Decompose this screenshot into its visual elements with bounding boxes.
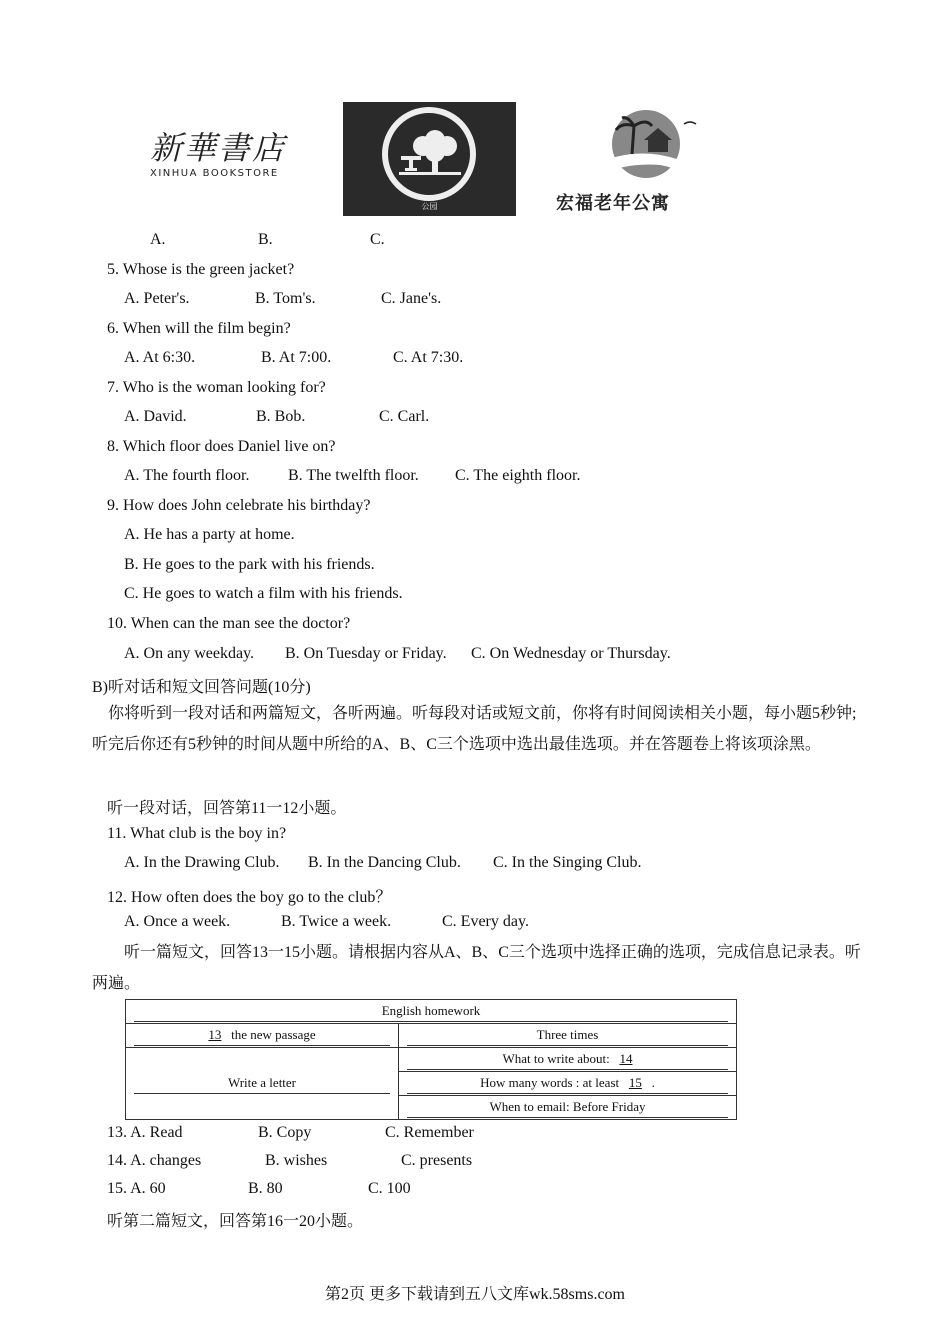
blank-13: 13 — [208, 1027, 222, 1042]
q12-option-b: B. Twice a week. — [281, 913, 392, 930]
park-logo-label: 公园 — [421, 202, 438, 211]
q11-option-c: C. In the Singing Club. — [493, 854, 642, 871]
passage2-intro: 听第二篇短文，回答第16一20小题。 — [107, 1213, 364, 1230]
row1-right-text: Three times — [407, 1025, 728, 1046]
question-11: 11. What club is the boy in? — [107, 825, 287, 842]
hongfu-logo-text: 宏福老年公寓 — [556, 193, 670, 214]
q15-option-c: C. 100 — [368, 1180, 411, 1197]
q10-option-a: A. On any weekday. — [124, 645, 255, 662]
q15-option-a: 15. A. 60 — [107, 1180, 166, 1197]
question-10: 10. When can the man see the doctor? — [107, 615, 351, 632]
question-8: 8. Which floor does Daniel live on? — [107, 438, 336, 455]
park-tree-icon — [343, 102, 516, 216]
q13-option-c: C. Remember — [385, 1124, 474, 1141]
q11-option-b: B. In the Dancing Club. — [308, 854, 461, 871]
q12-option-a: A. Once a week. — [124, 913, 231, 930]
write-letter-text: Write a letter — [134, 1073, 390, 1094]
row2-right-content — [407, 1049, 728, 1070]
question-6: 6. When will the film begin? — [107, 320, 291, 337]
homework-table — [125, 999, 737, 1120]
question-5: 5. Whose is the green jacket? — [107, 261, 295, 278]
row3-suffix: . — [651, 1075, 655, 1090]
question-9: 9. How does John celebrate his birthday? — [107, 497, 371, 514]
q5-option-b: B. Tom's. — [255, 290, 316, 307]
logo-row — [0, 100, 950, 220]
q7-option-c: C. Carl. — [379, 408, 430, 425]
dialogue-intro: 听一段对话，回答第11一12小题。 — [107, 800, 347, 817]
q15-option-b: B. 80 — [248, 1180, 283, 1197]
q14-option-c: C. presents — [401, 1152, 473, 1169]
park-logo — [343, 102, 516, 216]
q9-option-b: B. He goes to the park with his friends. — [124, 556, 375, 573]
row1-left-text: the new passage — [231, 1027, 316, 1042]
table-row1-right — [399, 1024, 737, 1048]
q9-option-a: A. He has a party at home. — [124, 526, 295, 543]
logo-option-a: A. — [150, 231, 166, 248]
section-b-heading: B)听对话和短文回答问题(10分) — [92, 679, 311, 696]
question-7: 7. Who is the woman looking for? — [107, 379, 326, 396]
q8-option-a: A. The fourth floor. — [124, 467, 250, 484]
q9-option-c: C. He goes to watch a film with his friends. — [124, 585, 403, 602]
logo-option-b: B. — [258, 231, 273, 248]
table-row1-left — [126, 1024, 399, 1048]
q14-option-a: 14. A. changes — [107, 1152, 202, 1169]
xinhua-logo-english: XINHUA BOOKSTORE — [150, 168, 279, 179]
hongfu-apartment-logo — [556, 108, 736, 212]
passage1-intro: 听一篇短文，回答13一15小题。请根据内容从A、B、C三个选项中选择正确的选项，完成信息记录表。听两遍。 — [92, 944, 861, 992]
blank-15: 15 — [628, 1075, 642, 1090]
q10-option-c: C. On Wednesday or Thursday. — [471, 645, 671, 662]
q10-option-b: B. On Tuesday or Friday. — [285, 645, 447, 662]
row4-right-text: When to email: Before Friday — [407, 1097, 728, 1118]
q5-option-a: A. Peter's. — [124, 290, 190, 307]
row2-prefix: What to write about: — [502, 1051, 610, 1066]
q7-option-a: A. David. — [124, 408, 187, 425]
q8-option-c: C. The eighth floor. — [455, 467, 581, 484]
island-house-icon — [556, 108, 736, 180]
table-title: English homework — [134, 1001, 728, 1022]
table-row3-right — [399, 1072, 737, 1096]
q6-option-c: C. At 7:30. — [393, 349, 464, 366]
page-footer: 第2页 更多下载请到五八文库wk.58sms.com — [324, 1286, 625, 1303]
row3-prefix: How many words : at least — [480, 1075, 620, 1090]
q12-option-c: C. Every day. — [442, 913, 529, 930]
q7-option-b: B. Bob. — [256, 408, 306, 425]
xinhua-bookstore-logo — [150, 130, 300, 186]
question-12: 12. How often does the boy go to the club？ — [107, 889, 392, 906]
section-b-instruction: 你将听到一段对话和两篇短文，各听两遍。听每段对话或短文前，你将有时间阅读相关小题，每小题5秒钟;听完后你还有5秒钟的时间从题中所给的A、B、C三个选项中选出最佳选项。并在答题卷上将该项涂黑。 — [92, 705, 857, 753]
xinhua-logo-chinese: 新華書店 — [150, 129, 287, 167]
q13-option-a: 13. A. Read — [107, 1124, 183, 1141]
table-title-cell — [126, 1000, 737, 1024]
q13-option-b: B. Copy — [258, 1124, 312, 1141]
q6-option-b: B. At 7:00. — [261, 349, 332, 366]
q11-option-a: A. In the Drawing Club. — [124, 854, 280, 871]
row1-left-content — [134, 1025, 390, 1046]
q6-option-a: A. At 6:30. — [124, 349, 196, 366]
q14-option-b: B. wishes — [265, 1152, 328, 1169]
blank-14: 14 — [619, 1051, 633, 1066]
row3-right-content — [407, 1073, 728, 1094]
table-row2-right — [399, 1048, 737, 1072]
logo-option-c: C. — [370, 231, 385, 248]
q8-option-b: B. The twelfth floor. — [288, 467, 419, 484]
table-row4-right — [399, 1096, 737, 1120]
table-left-merged — [126, 1048, 399, 1120]
q5-option-c: C. Jane's. — [381, 290, 442, 307]
